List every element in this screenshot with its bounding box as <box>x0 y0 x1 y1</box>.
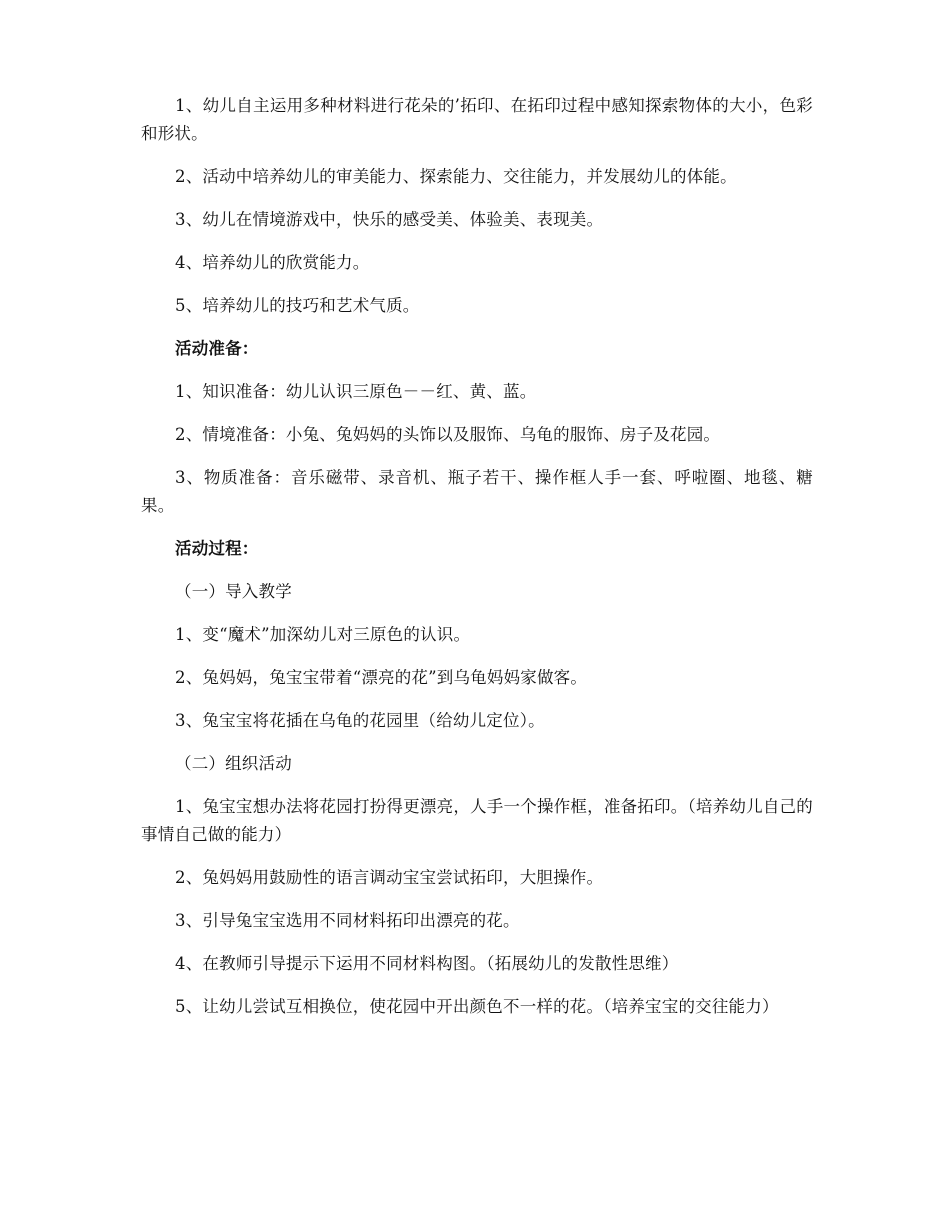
objective-3: 3、幼儿在情境游戏中，快乐的感受美、体验美、表现美。 <box>175 210 604 229</box>
activity-step-1: 1、兔宝宝想办法将花园打扮得更漂亮，人手一个操作框，准备拓印。（培养幼儿自己的事情自己做的能力） <box>141 797 813 844</box>
objective-4: 4、培养幼儿的欣赏能力。 <box>175 253 370 272</box>
heading-process: 活动过程： <box>175 539 259 558</box>
preparation-2: 2、情境准备：小兔、兔妈妈的头饰以及服饰、乌龟的服饰、房子及花园。 <box>175 425 721 444</box>
objective-2: 2、活动中培养幼儿的审美能力、探索能力、交往能力，并发展幼儿的体能。 <box>175 167 737 186</box>
section-intro: （一）导入教学 <box>175 582 292 601</box>
activity-step-3: 3、引导兔宝宝选用不同材料拓印出漂亮的花。 <box>175 911 520 930</box>
intro-step-2: 2、兔妈妈，兔宝宝带着“漂亮的花”到乌龟妈妈家做客。 <box>175 668 588 687</box>
heading-preparation: 活动准备： <box>175 339 259 358</box>
objective-5: 5、培养幼儿的技巧和艺术气质。 <box>175 296 420 315</box>
activity-step-5: 5、让幼儿尝试互相换位，使花园中开出颜色不一样的花。（培养宝宝的交往能力） <box>175 997 779 1016</box>
activity-step-2: 2、兔妈妈用鼓励性的语言调动宝宝尝试拓印，大胆操作。 <box>175 868 604 887</box>
intro-step-1: 1、变“魔术”加深幼儿对三原色的认识。 <box>175 625 471 644</box>
intro-step-3: 3、兔宝宝将花插在乌龟的花园里（给幼儿定位）。 <box>175 711 545 730</box>
activity-step-4: 4、在教师引导提示下运用不同材料构图。（拓展幼儿的发散性思维） <box>175 954 679 973</box>
document-page <box>141 92 813 1036</box>
objective-1: 1、幼儿自主运用多种材料进行花朵的’拓印、在拓印过程中感知探索物体的大小，色彩和形状。 <box>141 96 813 143</box>
preparation-3: 3、物质准备：音乐磁带、录音机、瓶子若干、操作框人手一套、呼啦圈、地毯、糖果。 <box>141 468 813 515</box>
preparation-1: 1、知识准备：幼儿认识三原色－－红、黄、蓝。 <box>175 382 537 401</box>
section-activity: （二）组织活动 <box>175 754 292 773</box>
